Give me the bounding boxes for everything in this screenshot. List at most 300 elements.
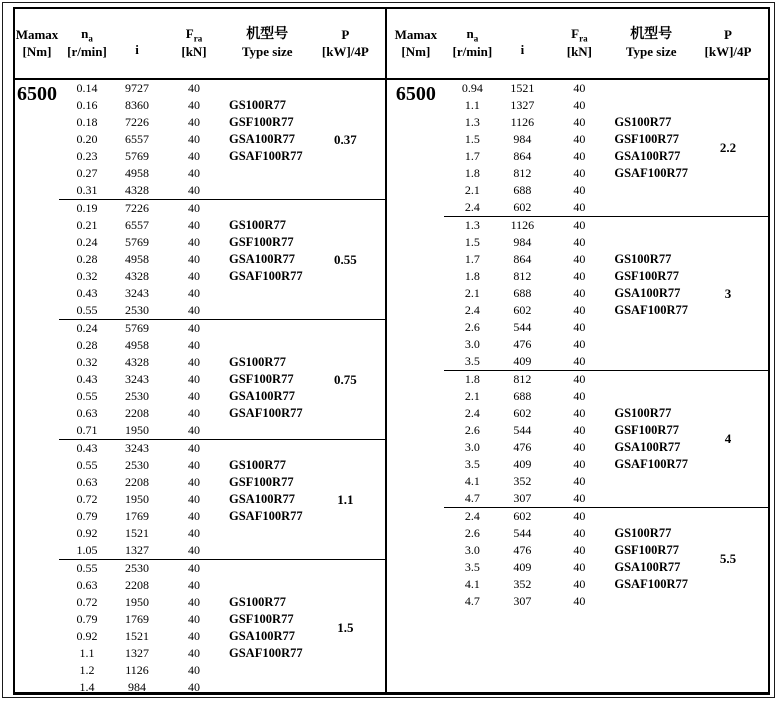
na-value: 3.0	[464, 543, 480, 557]
table-row	[444, 199, 688, 216]
fra-value: 40	[188, 561, 200, 575]
na-value: 0.32	[76, 269, 98, 283]
header-mamax-unit: [Nm]	[22, 43, 52, 59]
i-value: 688	[513, 389, 532, 403]
i-value: 2530	[125, 303, 149, 317]
na-value: 0.43	[76, 286, 98, 300]
fra-value: 40	[573, 183, 586, 197]
na-value: 1.8	[464, 166, 480, 180]
na-value: 2.6	[464, 320, 480, 334]
fra-value: 40	[188, 680, 200, 694]
i-value: 352	[513, 474, 532, 488]
type-size-value: GSF100R77	[229, 475, 294, 489]
fra-value: 40	[188, 81, 200, 95]
block-rows	[444, 371, 688, 507]
i-value: 1126	[125, 663, 149, 677]
na-value: 0.19	[76, 201, 98, 215]
na-value: 0.63	[76, 475, 98, 489]
table-row	[444, 388, 688, 405]
header-fra-label: $F_{ra}$	[185, 26, 203, 44]
table-row	[444, 490, 688, 507]
type-size-value: GSA100R77	[229, 389, 295, 403]
fra-value: 40	[188, 423, 200, 437]
header-fra	[544, 26, 614, 60]
table-row	[59, 354, 305, 371]
i-value: 864	[513, 149, 532, 163]
na-value: 0.79	[76, 509, 98, 523]
power-block-inner	[444, 508, 768, 610]
header-power	[305, 27, 385, 61]
na-value: 0.31	[76, 183, 98, 197]
table-row	[59, 114, 305, 131]
type-size-value: GS100R77	[614, 252, 672, 266]
header-type-en: Type size	[625, 44, 677, 60]
na-value: 1.8	[464, 269, 480, 283]
type-size-value: GSA100R77	[229, 629, 295, 643]
table-row	[444, 97, 688, 114]
na-value: 0.55	[76, 303, 98, 317]
fra-value: 40	[573, 303, 586, 317]
type-size-value: GSAF100R77	[229, 269, 303, 283]
na-value: 0.55	[76, 561, 98, 575]
fra-value: 40	[188, 338, 200, 352]
na-value: 1.05	[76, 543, 98, 557]
table-row	[444, 353, 688, 370]
na-value: 1.8	[464, 372, 480, 386]
na-value: 0.79	[76, 612, 98, 626]
na-value: 1.4	[79, 680, 95, 694]
fra-value: 40	[188, 235, 200, 249]
table-row	[444, 508, 688, 525]
na-value: 1.7	[464, 252, 480, 266]
table-row	[59, 474, 305, 491]
power-rating-value: 0.75	[334, 371, 357, 387]
type-size-value: GSF100R77	[614, 423, 679, 437]
fra-value: 40	[188, 629, 200, 643]
table-row	[444, 114, 688, 131]
na-value: 0.43	[76, 372, 98, 386]
header-power-unit: [kW]/4P	[321, 43, 369, 59]
fra-value: 40	[573, 389, 586, 403]
header-na-label: $n_a$	[466, 26, 479, 44]
i-value: 6557	[125, 132, 149, 146]
i-value: 476	[513, 337, 532, 351]
type-size-value: GSF100R77	[229, 612, 294, 626]
fra-value: 40	[188, 166, 200, 180]
i-value: 3243	[125, 441, 149, 455]
i-value: 1126	[510, 218, 535, 232]
na-value: 0.43	[76, 441, 98, 455]
na-value: 0.32	[76, 355, 98, 369]
fra-value: 40	[573, 200, 586, 214]
na-value: 1.3	[464, 218, 480, 232]
header-na	[444, 26, 500, 60]
table-row	[444, 234, 688, 251]
na-value: 4.7	[464, 594, 480, 608]
table-row	[59, 234, 305, 251]
power-block-inner	[59, 200, 385, 319]
header-power	[688, 27, 768, 61]
header-power-label: P	[341, 26, 350, 42]
power-block	[444, 507, 768, 692]
power-rating-value: 5.5	[719, 551, 737, 566]
power-rating-value: 2.2	[719, 140, 737, 155]
power-block-inner	[59, 80, 385, 199]
na-value: 1.2	[79, 663, 95, 677]
header-power-label: P	[724, 26, 732, 42]
i-value: 602	[513, 200, 532, 214]
type-size-value: GS100R77	[229, 355, 286, 369]
table-row	[444, 525, 688, 542]
na-value: 0.24	[76, 321, 98, 335]
table-row	[444, 336, 688, 353]
fra-value: 40	[188, 458, 200, 472]
power-rating-value: 4	[724, 431, 732, 446]
na-value: 2.1	[464, 183, 480, 197]
i-value: 1950	[125, 595, 149, 609]
power-block-inner	[59, 560, 385, 695]
i-value: 812	[513, 269, 532, 283]
type-size-value: GS100R77	[614, 406, 672, 420]
fra-value: 40	[188, 372, 200, 386]
header-type-size	[614, 26, 688, 61]
na-value: 3.5	[464, 560, 480, 574]
header-i-label: i	[135, 42, 139, 58]
fra-value: 40	[188, 132, 200, 146]
na-value: 4.7	[464, 491, 480, 505]
i-value: 3243	[125, 372, 149, 386]
header-na-unit: [r/min]	[67, 43, 107, 59]
i-value: 476	[513, 543, 532, 557]
table-row	[444, 182, 688, 199]
na-value: 2.4	[464, 406, 480, 420]
type-size-value: GSAF100R77	[614, 457, 688, 471]
ratings-table	[13, 7, 770, 695]
i-value: 1521	[125, 629, 149, 643]
block-rows	[59, 200, 305, 319]
i-value: 2208	[125, 406, 149, 420]
header-mamax-label: Mamax	[394, 26, 438, 42]
blocks	[444, 80, 768, 692]
i-value: 544	[513, 320, 532, 334]
header-na-label: $n_a$	[81, 26, 93, 44]
mamax-value: 6500	[17, 83, 57, 105]
i-value: 1327	[510, 98, 535, 112]
table-row	[59, 577, 305, 594]
na-value: 0.24	[76, 235, 98, 249]
fra-value: 40	[188, 526, 200, 540]
na-value: 3.5	[464, 457, 480, 471]
header-mamax-unit: [Nm]	[401, 43, 431, 59]
table-row	[59, 148, 305, 165]
i-value: 2530	[125, 389, 149, 403]
na-value: 4.1	[464, 474, 480, 488]
fra-value: 40	[573, 440, 586, 454]
type-size-value: GSF100R77	[229, 235, 294, 249]
i-value: 409	[513, 354, 532, 368]
power-block-inner	[444, 80, 768, 216]
table-row	[59, 611, 305, 628]
table-row	[444, 422, 688, 439]
header-i	[115, 28, 159, 59]
fra-value: 40	[573, 98, 586, 112]
i-value: 352	[513, 577, 532, 591]
type-size-value: GSF100R77	[614, 132, 679, 146]
fra-value: 40	[188, 98, 200, 112]
type-size-value: GSF100R77	[614, 269, 679, 283]
type-size-value: GSAF100R77	[229, 149, 303, 163]
table-row	[59, 182, 305, 199]
i-value: 864	[513, 252, 532, 266]
na-value: 1.7	[464, 149, 480, 163]
type-size-value: GS100R77	[229, 218, 286, 232]
fra-value: 40	[573, 235, 586, 249]
i-value: 1521	[125, 526, 149, 540]
i-value: 1769	[125, 509, 149, 523]
i-value: 984	[128, 680, 146, 694]
power-block-inner	[59, 440, 385, 559]
block-rows	[59, 560, 305, 695]
i-value: 2530	[125, 561, 149, 575]
fra-value: 40	[188, 475, 200, 489]
na-value: 2.6	[464, 526, 480, 540]
power-block	[444, 216, 768, 370]
i-value: 7226	[125, 115, 149, 129]
blocks	[59, 80, 385, 692]
i-value: 3243	[125, 286, 149, 300]
table-row	[59, 594, 305, 611]
table-row	[59, 97, 305, 114]
fra-value: 40	[188, 183, 200, 197]
table-row	[59, 285, 305, 302]
table-row	[59, 388, 305, 405]
table-row	[59, 679, 305, 695]
i-value: 409	[513, 560, 532, 574]
na-value: 0.55	[76, 389, 98, 403]
na-value: 0.28	[76, 338, 98, 352]
power-block	[59, 319, 385, 439]
i-value: 4958	[125, 338, 149, 352]
table-row	[59, 302, 305, 319]
type-size-value: GSA100R77	[229, 132, 295, 146]
power-rating-value: 0.55	[334, 251, 357, 267]
header-na-unit: [r/min]	[452, 43, 493, 59]
table-row	[444, 285, 688, 302]
type-size-value: GSA100R77	[229, 252, 295, 266]
mamax-value: 6500	[395, 83, 436, 105]
na-value: 0.63	[76, 578, 98, 592]
power-block	[59, 80, 385, 199]
i-value: 4328	[125, 355, 149, 369]
table-row	[444, 131, 688, 148]
block-rows	[59, 80, 305, 199]
fra-value: 40	[188, 492, 200, 506]
i-value: 5769	[125, 321, 149, 335]
i-value: 544	[513, 526, 532, 540]
fra-value: 40	[573, 115, 586, 129]
fra-value: 40	[188, 149, 200, 163]
type-size-value: GSA100R77	[614, 286, 681, 300]
fra-value: 40	[188, 269, 200, 283]
fra-value: 40	[573, 406, 586, 420]
fra-value: 40	[573, 509, 586, 523]
fra-value: 40	[573, 166, 586, 180]
na-value: 0.92	[76, 629, 98, 643]
i-value: 1327	[125, 646, 149, 660]
table-row	[444, 456, 688, 473]
i-value: 5769	[125, 235, 149, 249]
power-rating-value: 1.1	[337, 491, 354, 507]
i-value: 1126	[510, 115, 535, 129]
na-value: 1.1	[79, 646, 95, 660]
na-value: 2.1	[464, 389, 480, 403]
i-value: 8360	[125, 98, 149, 112]
na-value: 2.4	[464, 509, 480, 523]
table-row	[59, 662, 305, 679]
fra-value: 40	[573, 560, 586, 574]
fra-value: 40	[573, 457, 586, 471]
table-header	[387, 9, 768, 80]
fra-value: 40	[573, 286, 586, 300]
table-row	[59, 560, 305, 577]
na-value: 0.72	[76, 595, 98, 609]
header-mamax	[387, 27, 444, 61]
i-value: 307	[513, 491, 532, 505]
table-row	[444, 217, 688, 234]
na-value: 1.1	[464, 98, 480, 112]
na-value: 4.1	[464, 577, 480, 591]
i-value: 476	[513, 440, 532, 454]
table-row	[444, 405, 688, 422]
i-value: 688	[513, 286, 532, 300]
table-row	[444, 302, 688, 319]
table-row	[444, 165, 688, 182]
table-row	[444, 80, 688, 97]
fra-value: 40	[188, 286, 200, 300]
i-value: 602	[513, 406, 532, 420]
table-row	[444, 542, 688, 559]
table-row	[444, 148, 688, 165]
table-row	[59, 320, 305, 337]
header-fra	[159, 26, 229, 60]
type-size-value: GSAF100R77	[229, 406, 303, 420]
fra-value: 40	[573, 252, 586, 266]
header-na	[59, 26, 115, 60]
i-value: 544	[513, 423, 532, 437]
na-value: 1.5	[464, 235, 480, 249]
fra-value: 40	[573, 526, 586, 540]
table-row	[444, 439, 688, 456]
i-value: 1327	[125, 543, 149, 557]
na-value: 3.0	[464, 337, 480, 351]
fra-value: 40	[188, 218, 200, 232]
type-size-value: GSA100R77	[229, 492, 295, 506]
fra-value: 40	[573, 543, 586, 557]
header-type-en: Type size	[241, 44, 293, 60]
i-value: 1769	[125, 612, 149, 626]
header-fra-unit: [kN]	[181, 43, 207, 59]
fra-value: 40	[573, 423, 586, 437]
type-size-value: GSAF100R77	[229, 509, 303, 523]
power-rating-value: 3	[724, 285, 732, 301]
table-row	[59, 542, 305, 559]
na-value: 0.16	[76, 98, 98, 112]
fra-value: 40	[188, 595, 200, 609]
block-rows	[444, 80, 688, 216]
i-value: 1521	[510, 81, 535, 95]
fra-value: 40	[188, 509, 200, 523]
block-rows	[444, 217, 688, 370]
fra-value: 40	[573, 149, 586, 163]
fra-value: 40	[188, 389, 200, 403]
i-value: 2530	[125, 458, 149, 472]
na-value: 1.3	[464, 115, 480, 129]
fra-value: 40	[188, 441, 200, 455]
na-value: 0.72	[76, 492, 98, 506]
fra-value: 40	[188, 321, 200, 335]
fra-value: 40	[188, 578, 200, 592]
fra-value: 40	[188, 252, 200, 266]
header-fra-label: $F_{ra}$	[571, 26, 588, 44]
table-half-right	[387, 9, 768, 692]
fra-value: 40	[573, 491, 586, 505]
fra-value: 40	[188, 355, 200, 369]
power-rating-value: 0.37	[334, 131, 357, 147]
fra-value: 40	[188, 646, 200, 660]
power-rating-value: 1.5	[337, 620, 354, 635]
table-row	[59, 405, 305, 422]
fra-value: 40	[188, 543, 200, 557]
type-size-value: GSAF100R77	[614, 577, 688, 591]
type-size-value: GS100R77	[229, 595, 286, 609]
na-value: 0.55	[76, 458, 98, 472]
fra-value: 40	[573, 269, 586, 283]
table-row	[444, 593, 688, 610]
i-value: 602	[513, 509, 532, 523]
fra-value: 40	[188, 406, 200, 420]
fra-value: 40	[573, 354, 586, 368]
table-row	[444, 251, 688, 268]
i-value: 7226	[125, 201, 149, 215]
na-value: 1.5	[464, 132, 480, 146]
header-type-size	[229, 26, 305, 61]
fra-value: 40	[188, 115, 200, 129]
table-row	[59, 80, 305, 97]
type-size-value: GS100R77	[229, 458, 286, 472]
type-size-value: GSAF100R77	[229, 646, 303, 660]
table-row	[59, 337, 305, 354]
type-size-value: GSA100R77	[614, 440, 681, 454]
header-mamax	[15, 27, 59, 61]
na-value: 0.63	[76, 406, 98, 420]
type-size-value: GSA100R77	[614, 560, 681, 574]
fra-value: 40	[188, 612, 200, 626]
na-value: 2.1	[464, 286, 480, 300]
header-power-unit: [kW]/4P	[704, 43, 752, 59]
na-value: 0.27	[76, 166, 98, 180]
type-size-value: GSA100R77	[614, 149, 681, 163]
na-value: 3.5	[464, 354, 480, 368]
block-rows	[59, 440, 305, 559]
i-value: 812	[513, 166, 532, 180]
i-value: 4328	[125, 269, 149, 283]
na-value: 0.92	[76, 526, 98, 540]
na-value: 2.6	[464, 423, 480, 437]
table-row	[59, 440, 305, 457]
i-value: 6557	[125, 218, 149, 232]
table-row	[59, 525, 305, 542]
type-size-value: GS100R77	[229, 98, 286, 112]
